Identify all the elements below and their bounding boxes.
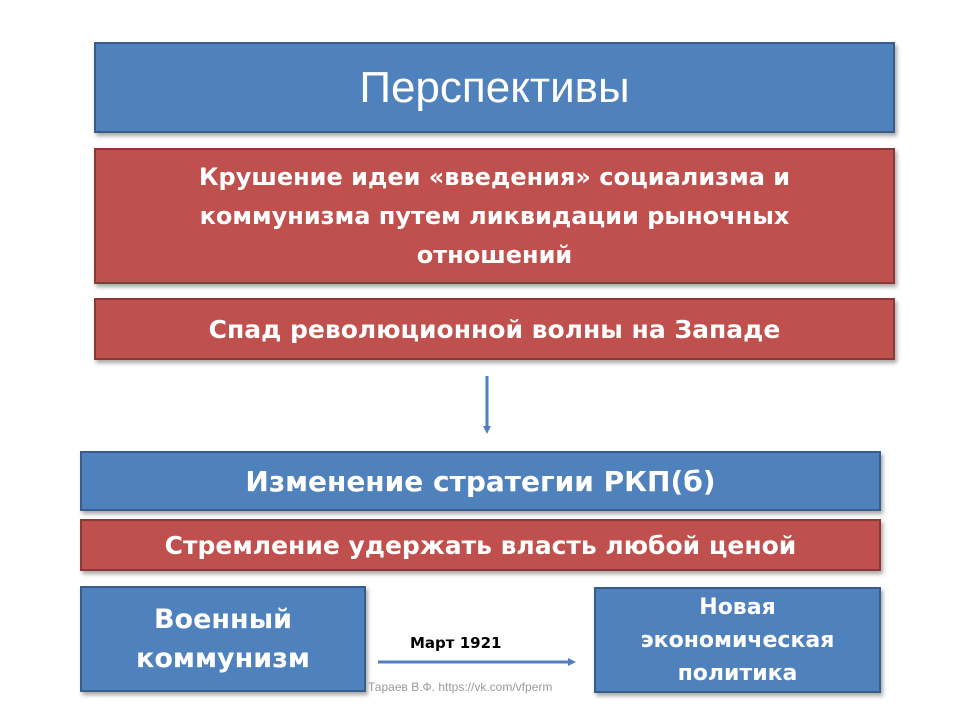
cause-collapse-line: коммунизма путем ликвидации рыночных	[199, 201, 790, 230]
cause-decline-text: Спад революционной волны на Западе	[208, 314, 781, 344]
strategy-aim-text: Стремление удержать власть любой ценой	[164, 530, 797, 560]
nep-box	[594, 587, 881, 693]
war-communism-line: коммунизм	[136, 643, 310, 674]
nep-line: экономическая	[640, 628, 835, 653]
nep-line: Новая	[699, 595, 776, 620]
cause-collapse-line: Крушение идеи «введения» социализма и	[198, 162, 791, 191]
author-credit: Тараев В.Ф. https://vk.com/vfperm	[368, 680, 553, 694]
nep-line: политика	[677, 661, 798, 686]
date-label: Март 1921	[410, 634, 502, 652]
cause-collapse-line: отношений	[416, 240, 573, 269]
strategy-change-text: Изменение стратегии РКП(б)	[245, 464, 716, 498]
nep-text	[641, 589, 835, 690]
strategy-aim-box	[80, 519, 881, 571]
war-communism-box	[80, 586, 366, 692]
war-communism-line: Военный	[153, 604, 293, 635]
war-communism-text	[136, 600, 310, 678]
strategy-change-box	[80, 451, 881, 511]
page-title: Перспективы	[359, 62, 630, 112]
